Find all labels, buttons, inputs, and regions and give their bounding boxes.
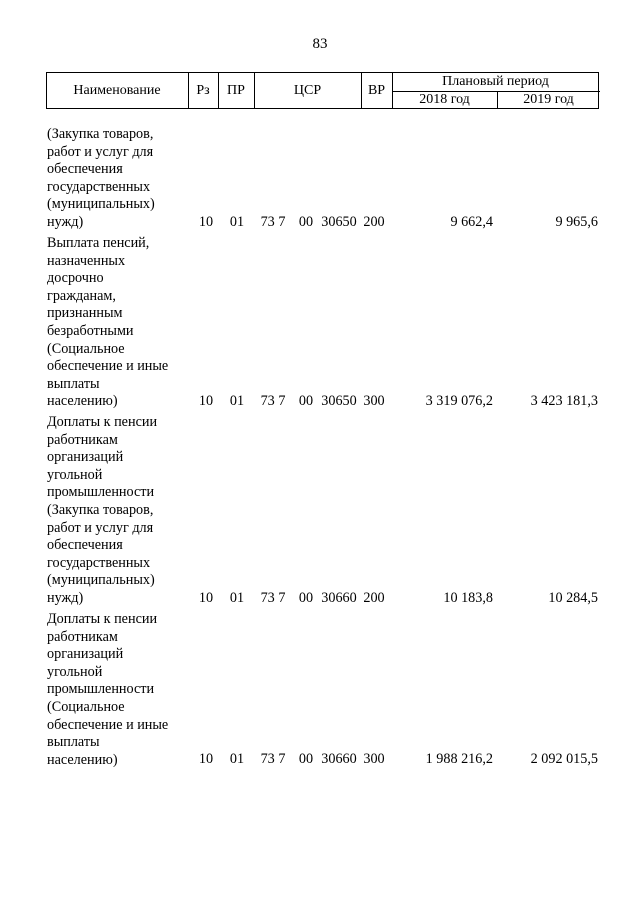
row-amount-2019: 2 092 015,5 — [530, 751, 598, 768]
table-row — [0, 611, 640, 769]
row-csr-program: 73 7 — [260, 393, 286, 410]
row-amount-2019: 10 284,5 — [548, 590, 598, 607]
row-csr-item: 30660 — [321, 590, 357, 607]
row-amount-2018: 9 662,4 — [450, 214, 493, 231]
row-name: Доплаты к пенсии работникам организаций угольной промышленности (Социальное обеспечение и иные выплаты населению) — [47, 611, 169, 768]
header-planned-period: Плановый период — [442, 74, 549, 89]
row-rz: 10 — [198, 590, 214, 607]
header-vr: ВР — [367, 82, 386, 98]
row-amount-2018: 1 988 216,2 — [425, 751, 493, 768]
row-amount-2019: 9 965,6 — [555, 214, 598, 231]
table-header — [46, 72, 599, 109]
row-pr: 01 — [229, 590, 245, 607]
row-pr: 01 — [229, 214, 245, 231]
header-year-2019: 2019 год — [523, 92, 574, 107]
row-vr: 200 — [363, 214, 385, 231]
row-vr: 300 — [363, 393, 385, 410]
header-rz: Рз — [196, 82, 210, 98]
page-number: 83 — [312, 36, 328, 52]
row-csr-item: 30650 — [321, 393, 357, 410]
row-amount-2018: 3 319 076,2 — [425, 393, 493, 410]
row-amount-2018: 10 183,8 — [443, 590, 493, 607]
row-csr-item: 30660 — [321, 751, 357, 768]
table-row — [0, 126, 640, 232]
row-rz: 10 — [198, 214, 214, 231]
row-csr-subprogram: 00 — [298, 214, 314, 231]
row-vr: 200 — [363, 590, 385, 607]
header-year-2018: 2018 год — [419, 92, 470, 107]
row-name: Доплаты к пенсии работникам организаций угольной промышленности (Закупка товаров, работ и услуг для обеспечения государственных (муниципальных) нужд) — [47, 414, 158, 606]
table-row — [0, 414, 640, 608]
header-pr: ПР — [227, 82, 245, 98]
row-pr: 01 — [229, 751, 245, 768]
row-rz: 10 — [198, 751, 214, 768]
row-csr-item: 30650 — [321, 214, 357, 231]
row-pr: 01 — [229, 393, 245, 410]
row-csr-program: 73 7 — [260, 214, 286, 231]
row-rz: 10 — [198, 393, 214, 410]
header-name: Наименование — [73, 82, 161, 98]
row-csr-subprogram: 00 — [298, 393, 314, 410]
row-amount-2019: 3 423 181,3 — [530, 393, 598, 410]
row-csr-subprogram: 00 — [298, 590, 314, 607]
row-name: Выплата пенсий, назначенных досрочно гражданам, признанным безработными (Социальное обеспечение и иные выплаты населению) — [47, 235, 169, 410]
row-name: (Закупка товаров, работ и услуг для обеспечения государственных (муниципальных) нужд) — [47, 126, 155, 230]
row-vr: 300 — [363, 751, 385, 768]
header-csr: ЦСР — [293, 82, 322, 98]
row-csr-program: 73 7 — [260, 751, 286, 768]
table-row — [0, 235, 640, 411]
row-csr-subprogram: 00 — [298, 751, 314, 768]
row-csr-program: 73 7 — [260, 590, 286, 607]
